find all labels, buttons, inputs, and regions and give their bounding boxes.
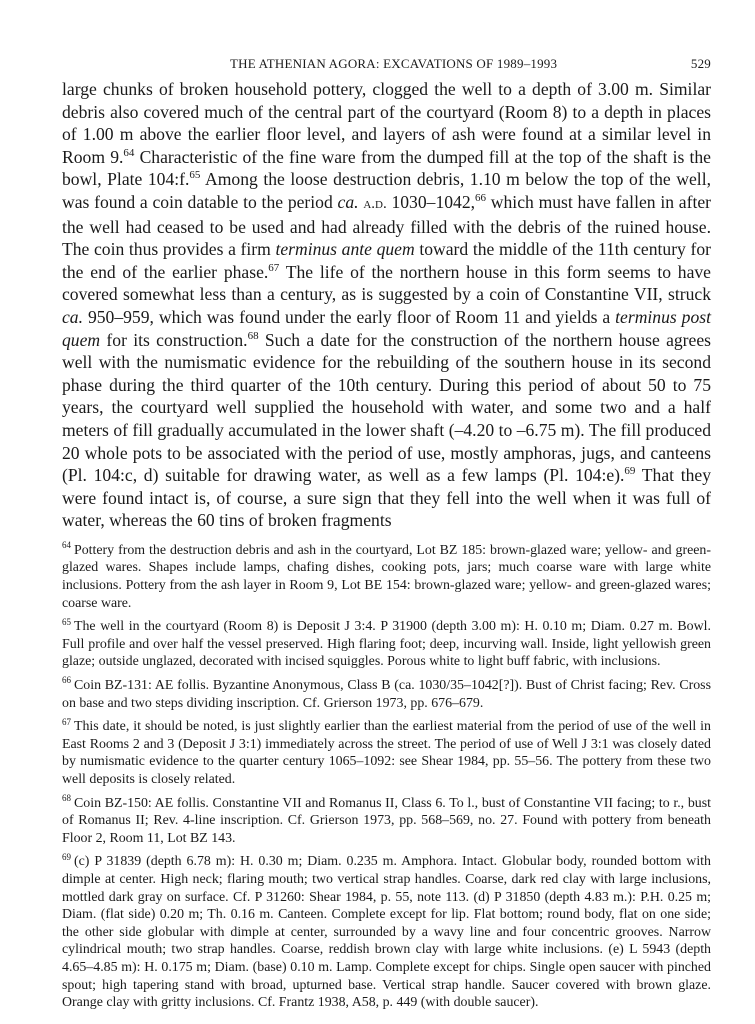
footnote-number: 67 [62, 716, 71, 727]
text-run: 1030–1042, [386, 191, 476, 212]
terminus-post-quem: terminus post quem [62, 306, 711, 350]
main-paragraph [62, 78, 711, 532]
footnote-text: The well in the courtyard (Room 8) is Deposit J 3:4. P 31900 (depth 3.00 m): H. 0.10 m; Diam. 0.27 m. Bowl. Full profile and over half the vessel preserved. High flaring foot; deep, incurving wall. Inside, light yellowish green glaze; outside unglazed, decorated with incised squiggles. Porous white to light buff fabric, with inclusions. [62, 619, 711, 670]
footnote-number: 64 [62, 540, 71, 551]
footnote-65 [62, 618, 711, 671]
footnote-ref-68[interactable]: 68 [247, 329, 259, 342]
footnote-text: This date, it should be noted, is just slightly earlier than the earliest material from the period of use of the well in East Rooms 2 and 3 (Deposit J 3:1) immediately across the street. The period of use of Well J 3:1 was closely dated by numismatic evidence to the quarter century 1065–1092: see Shear 1984, pp. 55–56. The pottery from these two well deposits is closely related. [62, 719, 711, 787]
text-run: toward the middle of the 11th century for the end of the earlier phase. [62, 239, 712, 282]
footnote-text: Coin BZ-150: AE follis. Constantine VII and Romanus II, Class 6. To l., bust of Constantine VII facing; to r., bust of Romanus II; Rev. 4-line inscription. Cf. Grierson 1973, pp. 568–569, no. 27. Found with pottery from beneath Floor 2, Room 11, Lot BZ 143. [62, 795, 711, 846]
footnote-ref-67[interactable]: 67 [268, 261, 280, 274]
footnote-number: 68 [62, 792, 71, 803]
footnote-69 [62, 853, 711, 1011]
page [62, 44, 711, 1018]
text-run: which must have fallen in after the well had ceased to be used and had already filled with the debris of the ruined house. The coin thus provides a firm [62, 191, 712, 260]
footnote-68 [62, 792, 711, 848]
text-run: Characteristic of the fine ware from the dumped fill at the top of the shaft is the bowl, Plate 104:f. [62, 146, 711, 190]
footnote-ref-66[interactable]: 66 [475, 192, 487, 205]
running-head [62, 44, 711, 71]
text-run: Among the loose destruction debris, 1.10 m below the top of the well, was found a coin datable to the period [62, 169, 711, 212]
terminus-ante-quem: terminus ante quem [275, 239, 415, 260]
text-run: The life of the northern house in this form seems to have covered somewhat less than a century, as is suggested by a coin of Constantine VII, struck [62, 261, 711, 305]
page-number: 529 [690, 56, 711, 71]
footnote-number: 66 [62, 675, 71, 686]
footnote-text: (c) P 31839 (depth 6.78 m): H. 0.30 m; Diam. 0.235 m. Amphora. Intact. Globular body, rounded bottom with dimple at center. High neck; flaring mouth; two vertical strap handles. Coarse, dark red clay with large inclusions, mottled dark gray on surface. Cf. P 31260: Shear 1984, p. 55, note 113. (d) P 31850 (depth 4.83 m.): P.H. 0.25 m; Diam. (flat side) 0.20 m; Th. 0.16 m. Canteen. Complete except for lip. Flat bottom; round body, flat on one side; the other side globular with dimple at center, surrounded by a wavy line and four concentric grooves. Narrow cylindrical mouth; two strap handles. Coarse, reddish brown clay with large white inclusions. (e) L 5943 (depth 4.65–4.85 m): H. 0.175 m; Diam. (base) 0.10 m. Lamp. Complete except for chips. Single open saucer with pinched spout; high tapering stand with broad, upturned base. Vertical strap handle. Saucer covered with brown glaze. Orange clay with gritty inclusions. Cf. Frantz 1938, A58, p. 449 (with double saucer). [62, 854, 711, 1011]
text-run: for its construction. [100, 329, 248, 350]
text-run: large chunks of broken household pottery, clogged the well to a depth of 3.00 m. Similar debris also covered much of the central part of the courtyard (Room 8) to a depth in places of 1.00 m above the earlier floor level, and layers of ash were found at a similar level in Room 9. [62, 79, 711, 167]
text-run: 950–959, which was found under the early floor of Room 11 and yields a [83, 306, 616, 327]
italic-ca: ca. [62, 306, 84, 327]
footnote-number: 65 [62, 616, 71, 627]
footnote-text: Coin BZ-131: AE follis. Byzantine Anonymous, Class B (ca. 1030/35–1042[?]). Bust of Christ facing; Rev. Cross on base and two steps dividing inscription. Cf. Grierson 1973, pp. 676–679. [62, 678, 711, 711]
footnote-ref-65[interactable]: 65 [189, 169, 201, 182]
footnote-number: 69 [62, 851, 71, 862]
footnote-ref-69[interactable]: 69 [624, 465, 636, 478]
footnote-66 [62, 677, 711, 712]
footnote-text: Pottery from the destruction debris and ash in the courtyard, Lot BZ 185: brown-glazed ware; yellow- and green-glazed wares. Shapes include lamps, chafing dishes, cooking pots, jars; much coarse ware with large white inclusions. Pottery from the ash layer in Room 9, Lot BE 154: brown-glazed ware; yellow- and green-glazed wares; coarse ware. [62, 542, 711, 611]
era-ad: a.d. [363, 195, 387, 212]
text-run: That they were found intact is, of course, a sure sign that they fell into the well when it was full of water, whereas the 60 tins of broken fragments [62, 465, 712, 531]
footnote-67 [62, 718, 711, 788]
footnote-ref-64[interactable]: 64 [123, 146, 135, 159]
italic-ca: ca. [337, 191, 359, 212]
running-title: THE ATHENIAN AGORA: EXCAVATIONS OF 1989–1993 [230, 56, 558, 71]
footnotes [62, 542, 711, 1012]
footnote-64 [62, 542, 711, 612]
text-run: Such a date for the construction of the northern house agrees well with the numismatic evidence for the rebuilding of the southern house in its second phase during the third quarter of the 10th century. During this period of about 50 to 75 years, the courtyard well supplied the household with water, and some two and a half meters of fill gradually accumulated in the lower shaft (–4.20 to –6.75 m). The fill produced 20 whole pots to be associated with the period of use, mostly amphoras, jugs, and canteens (Pl. 104:c, d) suitable for drawing water, as well as a few lamps (Pl. 104:e). [62, 329, 711, 486]
